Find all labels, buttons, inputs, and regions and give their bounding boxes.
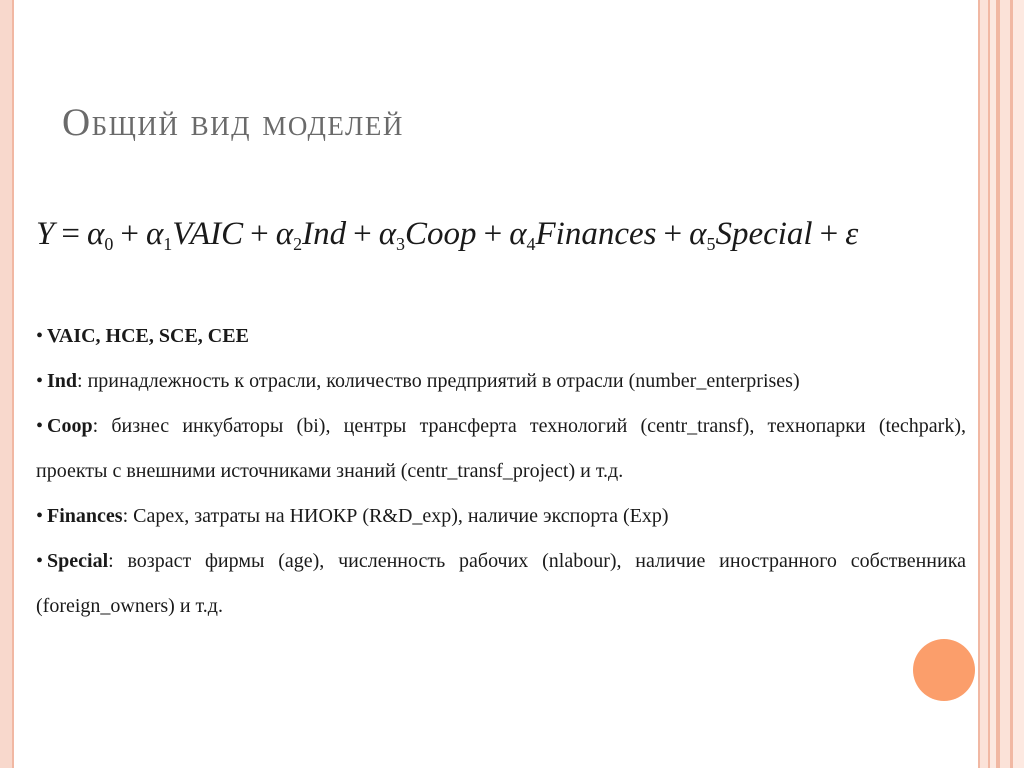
formula-variable: Ind [302,216,347,252]
right-stripe [980,0,988,768]
formula-plus: + [250,216,269,252]
bullet-marker: • [36,415,44,437]
formula-alpha: α [86,216,105,252]
formula-variable: VAIC [172,216,244,252]
bullet-text: : Capex, затраты на НИОКР (R&D_exp), наличие экспорта (Exp) [122,505,669,527]
bullet-term: Ind [47,370,78,392]
decorative-circle [913,639,975,701]
bullet-term: VAIC, HCE, SCE, CEE [47,325,249,347]
bullet-text: : бизнес инкубаторы (bi), центры трансферта технологий (centr_transf), технопарки (techpark), проекты с внешними источниками знаний (centr_transf_project) и т.д. [36,415,966,482]
slide-title: Общий вид моделей [62,101,404,144]
bullet-item [36,314,966,359]
bullet-term: Special [47,550,109,572]
formula-equals: = [61,216,80,252]
formula-alpha: α [689,216,707,252]
bullet-text: : возраст фирмы (age), численность рабочих (nlabour), наличие иностранного собственника (foreign_owners) и т.д. [36,550,966,617]
formula-variable: Finances [535,216,657,252]
bullet-item [36,359,966,404]
formula-subscript: 5 [706,234,716,254]
formula-alpha: α [378,216,397,252]
right-stripe [1000,0,1010,768]
bullet-item [36,539,966,629]
left-frame-line [12,0,14,768]
formula-subscript: 3 [396,234,406,254]
bullet-text: : принадлежность к отрасли, количество предприятий в отрасли (number_enterprises) [77,370,800,392]
bullet-marker: • [36,370,44,392]
model-formula [36,216,971,255]
formula-alpha: α [509,216,527,252]
bullet-marker: • [36,325,44,347]
formula-plus: + [663,216,683,252]
formula-subscript: 0 [104,234,114,254]
formula-subscript: 2 [293,234,303,254]
formula-subscript: 4 [526,234,536,254]
formula-plus: + [483,216,503,252]
bullet-list [36,314,966,629]
formula-plus: + [353,216,372,252]
right-stripe [1013,0,1024,768]
bullet-marker: • [36,550,44,572]
formula-lhs: Y [36,216,55,252]
bullet-term: Finances [47,505,123,527]
formula-alpha: α [275,216,294,252]
formula-subscript: 1 [163,234,173,254]
formula-variable: Special [715,216,813,252]
formula-alpha: α [145,216,164,252]
bullet-item [36,404,966,494]
bullet-term: Coop [47,415,93,437]
formula-variable: Coop [405,216,477,252]
formula-plus: + [120,216,139,252]
bullet-item [36,494,966,539]
formula-plus: + [819,216,839,252]
formula-epsilon: ε [845,216,859,252]
bullet-marker: • [36,505,44,527]
